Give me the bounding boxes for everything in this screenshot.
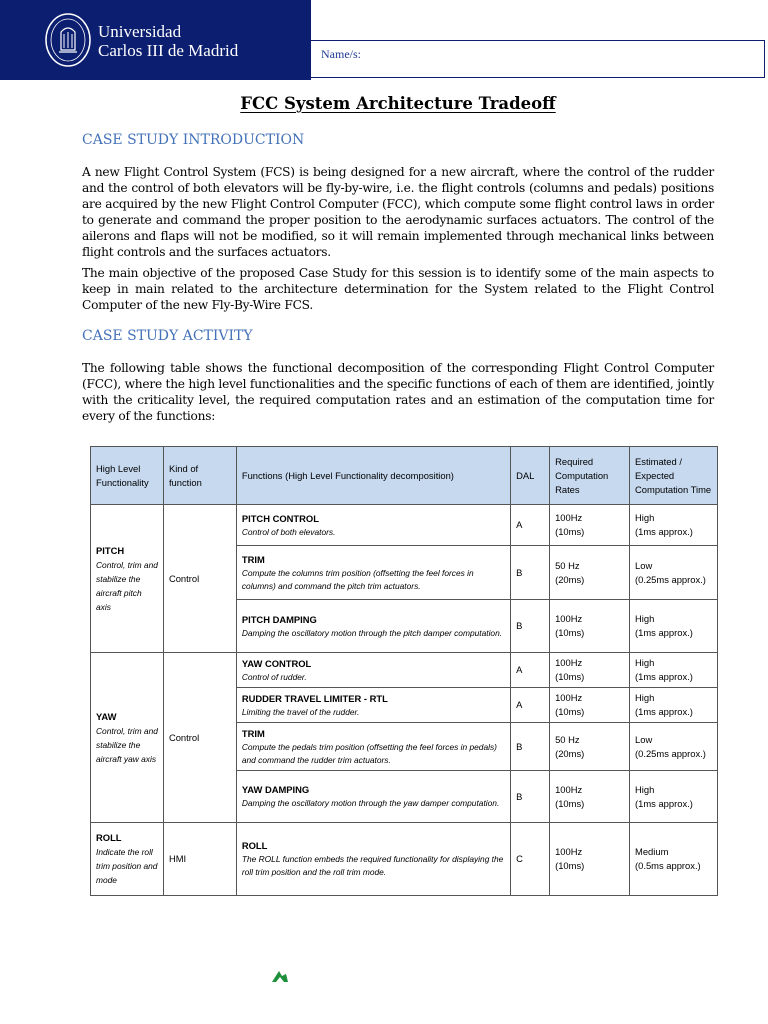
header-dal: DAL — [511, 447, 550, 505]
rate-cell: 100Hz (10ms) — [550, 600, 630, 653]
time-cell: Medium (0.5ms approx.) — [630, 823, 718, 896]
function-cell — [236, 723, 510, 771]
intro-paragraph-1: A new Flight Control System (FCS) is being designed for a new aircraft, where the control of the rudder and the control of both elevators will be fly-by-wire, i.e. the flight controls (columns and pedals) positions are acquired by the new Flight Control Computer (FCC), which compute some flight control laws in order to generate and command the proper position to the aerodynamic surfaces actuators. The control of the ailerons and flaps will not be modified, so it will remain implemented through mechanical links between flight controls and the surfaces actuators. — [82, 165, 714, 259]
kind-cell: Control — [163, 505, 236, 653]
university-name-line2: Carlos III de Madrid — [98, 41, 239, 60]
function-desc: Compute the columns trim position (offsetting the feel forces in columns) and command the pitch trim actuators. — [241, 567, 474, 591]
university-name-line1: Universidad — [98, 22, 182, 41]
kind-cell: HMI — [163, 823, 236, 896]
hl-cell-yaw — [91, 653, 164, 823]
time-cell: High (1ms approx.) — [630, 653, 718, 688]
dal-cell: B — [511, 723, 550, 771]
hl-desc: Control, trim and stabilize the aircraft yaw axis — [96, 725, 158, 764]
rate-cell: 100Hz (10ms) — [550, 771, 630, 823]
university-header-banner — [0, 0, 311, 80]
function-name: TRIM — [241, 727, 265, 739]
function-desc: Control of both elevators. — [241, 526, 336, 537]
function-name: ROLL — [241, 840, 268, 851]
header-computation-rates: Required Computation Rates — [550, 447, 630, 505]
time-cell: Low (0.25ms approx.) — [630, 546, 718, 600]
function-desc: Damping the oscillatory motion through the pitch damper computation. — [241, 627, 503, 638]
hl-name: YAW — [96, 710, 117, 722]
function-cell — [236, 653, 510, 688]
function-name: PITCH DAMPING — [241, 613, 317, 625]
header-kind-of-function: Kind of function — [163, 447, 236, 505]
dal-cell: B — [511, 546, 550, 600]
dal-cell: C — [511, 823, 550, 896]
footer-recycle-icon — [270, 968, 290, 984]
hl-desc: Control, trim and stabilize the aircraft pitch axis — [96, 559, 158, 612]
time-cell: High (1ms approx.) — [630, 771, 718, 823]
rate-cell: 100Hz (10ms) — [550, 688, 630, 723]
rate-cell: 100Hz (10ms) — [550, 823, 630, 896]
function-cell — [236, 600, 510, 653]
name-field[interactable] — [311, 40, 765, 78]
university-name — [98, 22, 238, 60]
dal-cell: A — [511, 653, 550, 688]
hl-name: PITCH — [96, 544, 125, 556]
hl-name: ROLL — [96, 832, 122, 843]
rate-cell: 100Hz (10ms) — [550, 505, 630, 546]
dal-cell: B — [511, 771, 550, 823]
fcc-decomposition-table — [90, 446, 718, 896]
function-cell — [236, 546, 510, 600]
header-functions: Functions (High Level Functionality decomposition) — [236, 447, 510, 505]
function-name: PITCH CONTROL — [241, 512, 319, 524]
dal-cell: B — [511, 600, 550, 653]
university-seal-logo — [44, 12, 92, 68]
hl-desc: Indicate the roll trim position and mode — [96, 847, 158, 885]
function-name: RUDDER TRAVEL LIMITER - RTL — [241, 692, 388, 704]
name-label: Name/s: — [321, 47, 361, 61]
time-cell: High (1ms approx.) — [630, 688, 718, 723]
section-heading-activity: CASE STUDY ACTIVITY — [82, 328, 253, 344]
intro-paragraph-2: The main objective of the proposed Case Study for this session is to identify some of the main aspects to keep in main related to the architecture determination for the System related to the Flight Control Computer of the new Fly-By-Wire FCS. — [82, 266, 714, 312]
function-desc: Compute the pedals trim position (offsetting the feel forces in pedals) and command the rudder trim actuators. — [241, 741, 497, 765]
section-heading-introduction: CASE STUDY INTRODUCTION — [82, 132, 305, 148]
function-cell — [236, 823, 510, 896]
activity-paragraph: The following table shows the functional decomposition of the corresponding Flight Control Computer (FCC), where the high level functionalities and the specific functions of each of them are identified, jointly with the criticality level, the required computation rates and an estimation of the computation time for every of the functions: — [82, 361, 714, 423]
rate-cell: 100Hz (10ms) — [550, 653, 630, 688]
rate-cell: 50 Hz (20ms) — [550, 546, 630, 600]
function-desc: Limiting the travel of the rudder. — [241, 706, 360, 717]
hl-cell-roll — [91, 823, 164, 896]
function-name: YAW DAMPING — [241, 784, 310, 795]
kind-cell: Control — [163, 653, 236, 823]
header-high-level-functionality: High Level Functionality — [91, 447, 164, 505]
time-cell: High (1ms approx.) — [630, 505, 718, 546]
function-name: TRIM — [241, 553, 265, 565]
document-title: FCC System Architecture Tradeoff — [240, 94, 556, 113]
dal-cell: A — [511, 505, 550, 546]
table-header-row — [91, 447, 718, 505]
function-desc: The ROLL function embeds the required functionality for displaying the roll trim position and the roll trim mode. — [241, 854, 504, 877]
dal-cell: A — [511, 688, 550, 723]
function-cell — [236, 688, 510, 723]
time-cell: Low (0.25ms approx.) — [630, 723, 718, 771]
function-desc: Damping the oscillatory motion through the yaw damper computation. — [241, 798, 500, 808]
table-row — [91, 653, 718, 688]
function-cell — [236, 771, 510, 823]
rate-cell: 50 Hz (20ms) — [550, 723, 630, 771]
table-row — [91, 505, 718, 546]
hl-cell-pitch — [91, 505, 164, 653]
header-computation-time: Estimated / Expected Computation Time — [630, 447, 718, 505]
table-row — [91, 823, 718, 896]
function-name: YAW CONTROL — [241, 657, 312, 669]
function-desc: Control of rudder. — [241, 671, 307, 682]
time-cell: High (1ms approx.) — [630, 600, 718, 653]
function-cell — [236, 505, 510, 546]
